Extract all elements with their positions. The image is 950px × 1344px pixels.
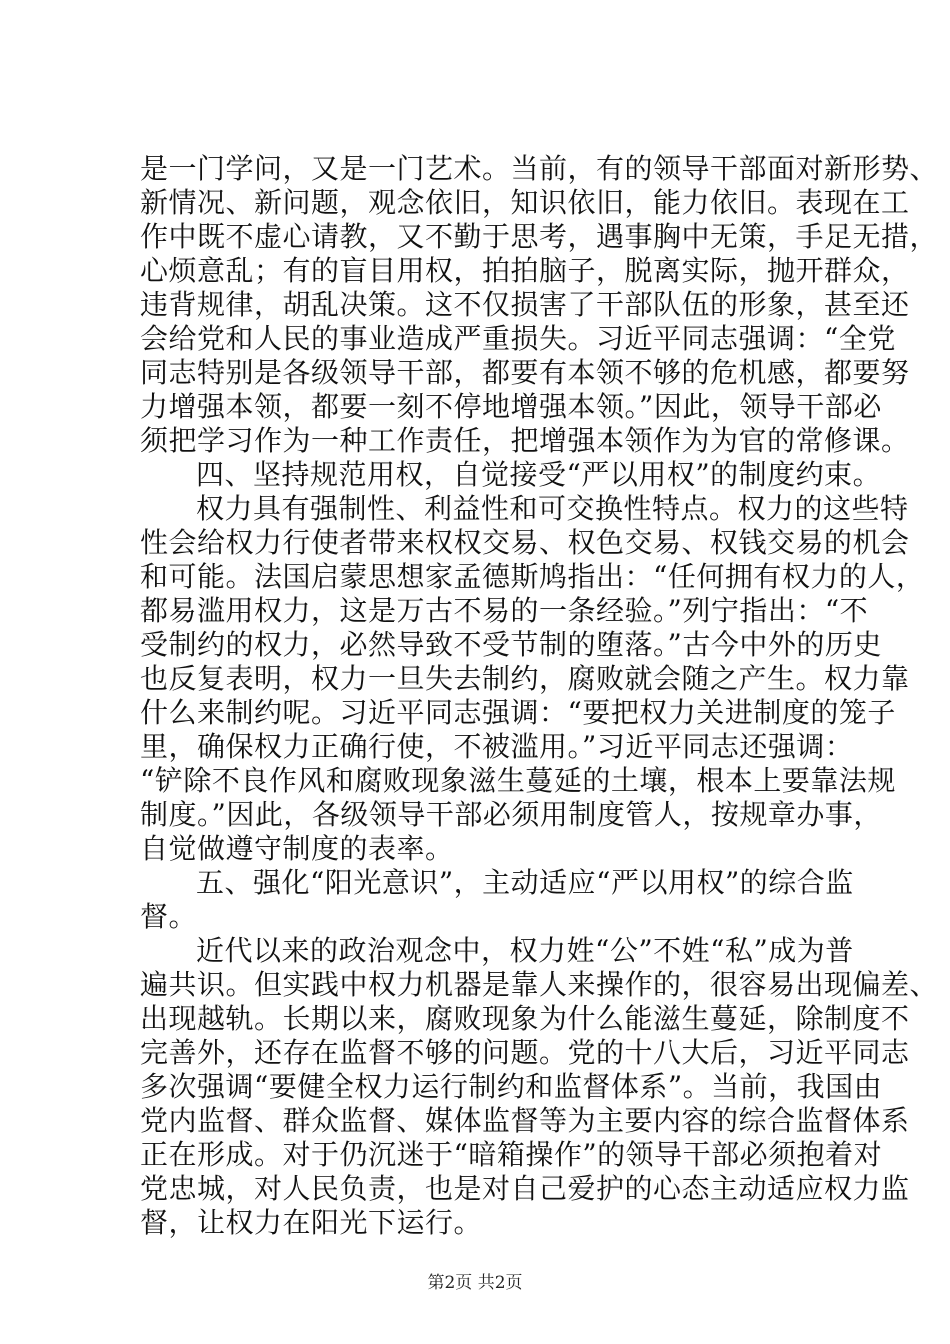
text-line: 制度。”因此，各级领导干部必须用制度管人，按规章办事， [140, 798, 882, 831]
text-line: 里，确保权力正确行使，不被滥用。”习近平同志还强调： [140, 730, 854, 763]
text-line: 党忠城，对人民负责，也是对自己爱护的心态主动适应权力监 [140, 1172, 910, 1205]
text-line: 同志特别是各级领导干部，都要有本领不够的危机感，都要努 [140, 356, 910, 389]
text-line: 近代以来的政治观念中，权力姓“公”不姓“私”成为普 [196, 934, 854, 967]
section-heading-5 [140, 866, 854, 934]
text-line: 和可能。法国启蒙思想家孟德斯鸠指出：“任何拥有权力的人， [140, 560, 925, 593]
text-line: 都易滥用权力，这是万古不易的一条经验。”列宁指出：“不 [140, 594, 869, 627]
text-line: 正在形成。对于仍沉迷于“暗箱操作”的领导干部必须抱着对 [140, 1138, 883, 1171]
document-body [140, 152, 939, 1240]
text-line: 出现越轨。长期以来，腐败现象为什么能滋生蔓延，除制度不 [140, 1002, 910, 1035]
text-line: 督。 [140, 900, 198, 933]
text-line: 督，让权力在阳光下运行。 [140, 1206, 483, 1239]
text-line: 会给党和人民的事业造成严重损失。习近平同志强调：“全党 [140, 322, 896, 355]
text-line: 性会给权力行使者带来权权交易、权色交易、权钱交易的机会 [140, 526, 910, 559]
paragraph-1 [140, 152, 939, 458]
text-line: 也反复表明，权力一旦失去制约，腐败就会随之产生。权力靠 [140, 662, 910, 695]
text-line: 新情况、新问题，观念依旧，知识依旧，能力依旧。表现在工 [140, 186, 910, 219]
text-line: 自觉做遵守制度的表率。 [140, 832, 454, 865]
text-line: 违背规律，胡乱决策。这不仅损害了干部队伍的形象，甚至还 [140, 288, 910, 321]
text-line: 权力具有强制性、利益性和可交换性特点。权力的这些特 [196, 492, 909, 525]
section-heading-4: 四、坚持规范用权，自觉接受“严以用权”的制度约束。 [196, 458, 882, 491]
text-line: 党内监督、群众监督、媒体监督等为主要内容的综合监督体系 [140, 1104, 910, 1137]
text-line: 遍共识。但实践中权力机器是靠人来操作的，很容易出现偏差、 [140, 968, 939, 1001]
paragraph-3 [140, 934, 939, 1240]
text-line: 须把学习作为一种工作责任，把增强本领作为为官的常修课。 [140, 424, 910, 457]
text-line: 完善外，还存在监督不够的问题。党的十八大后，习近平同志 [140, 1036, 910, 1069]
text-line: 作中既不虚心请教，又不勤于思考，遇事胸中无策，手足无措， [140, 220, 939, 253]
text-line: “铲除不良作风和腐败现象滋生蔓延的土壤，根本上要靠法规 [140, 764, 896, 797]
text-line: 是一门学问，又是一门艺术。当前，有的领导干部面对新形势、 [140, 152, 939, 185]
paragraph-2 [140, 492, 925, 866]
text-line: 五、强化“阳光意识”，主动适应“严以用权”的综合监 [196, 866, 854, 899]
text-line: 心烦意乱；有的盲目用权，拍拍脑子，脱离实际，抛开群众， [140, 254, 910, 287]
text-line: 力增强本领，都要一刻不停地增强本领。”因此，领导干部必 [140, 390, 882, 423]
text-line: 多次强调“要健全权力运行制约和监督体系”。当前，我国由 [140, 1070, 883, 1103]
page-number-footer: 第2页 共2页 [427, 1273, 523, 1293]
text-line: 什么来制约呢。习近平同志强调：“要把权力关进制度的笼子 [140, 696, 896, 729]
text-line: 受制约的权力，必然导致不受节制的堕落。”古今中外的历史 [140, 628, 882, 661]
